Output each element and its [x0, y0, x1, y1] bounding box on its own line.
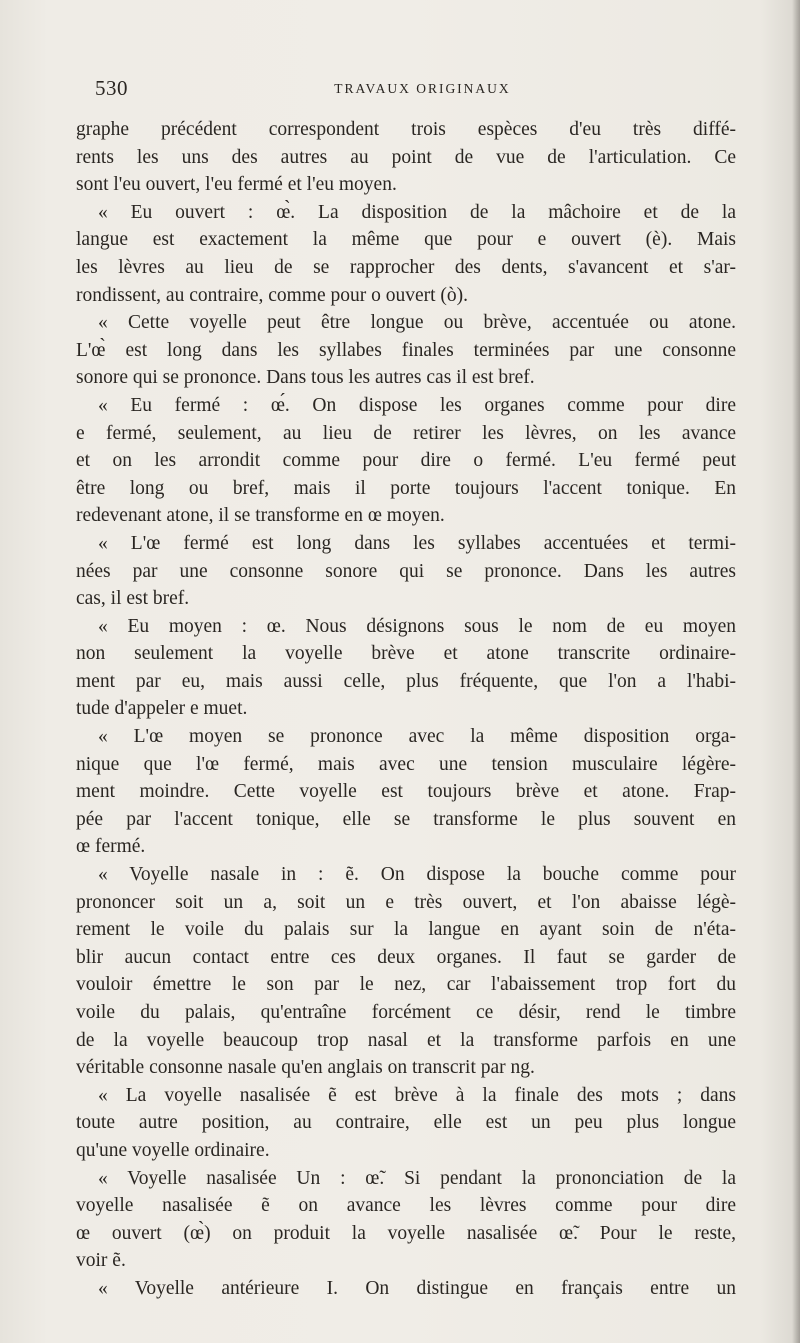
text-line: rondissent, au contraire, comme pour o ouvert (ò). — [76, 284, 469, 306]
text-line: e fermé, seulement, au lieu de retirer les lèvres, on les avance — [76, 422, 736, 444]
text-line: véritable consonne nasale qu'en anglais on transcrit par ng. — [76, 1057, 535, 1079]
text-line: voile du palais, qu'entraîne forcément ce désir, rend le timbre — [76, 1002, 736, 1023]
text-line: « Eu ouvert : œ̀. La disposition de la mâchoire et de la — [98, 201, 736, 223]
text-line: tude d'appeler e muet. — [76, 698, 248, 720]
text-line: voir ẽ. — [76, 1250, 126, 1272]
text-line: pée par l'accent tonique, elle se transforme le plus souvent en — [76, 808, 736, 830]
text-line: « L'œ fermé est long dans les syllabes accentuées et termi- — [98, 532, 736, 554]
text-line: les lèvres au lieu de se rapprocher des dents, s'avancent et s'ar- — [76, 256, 736, 278]
text-line: cas, il est bref. — [76, 588, 190, 610]
text-line: « L'œ moyen se prononce avec la même disposition orga- — [98, 726, 736, 748]
running-head: TRAVAUX ORIGINAUX — [334, 81, 511, 96]
text-line: de la voyelle beaucoup trop nasal et la transforme parfois en une — [76, 1029, 736, 1051]
text-line: sont l'eu ouvert, l'eu fermé et l'eu moyen. — [76, 174, 397, 196]
text-line: sonore qui se prononce. Dans tous les autres cas il est bref. — [76, 367, 535, 389]
text-line: « Eu fermé : œ́. On dispose les organes comme pour dire — [98, 394, 736, 416]
text-line: vouloir émettre le son par le nez, car l'abaissement trop fort du — [76, 974, 736, 996]
text-line: ment moindre. Cette voyelle est toujours brève et atone. Frap- — [76, 781, 736, 803]
text-line: « Eu moyen : œ. Nous désignons sous le nom de eu moyen — [98, 615, 736, 637]
text-line: « Cette voyelle peut être longue ou brève, accentuée ou atone. — [98, 312, 736, 334]
text-line: voyelle nasalisée ẽ on avance les lèvres comme pour dire — [76, 1195, 736, 1217]
text-line: redevenant atone, il se transforme en œ moyen. — [76, 505, 445, 527]
text-line: nées par une consonne sonore qui se prononce. Dans les autres — [76, 560, 736, 582]
text-line: « Voyelle nasalisée Un : œ̃. Si pendant la prononciation de la — [98, 1167, 736, 1189]
text-line: toute autre position, au contraire, elle est un peu plus longue — [76, 1112, 736, 1134]
text-line: « Voyelle nasale in : ẽ. On dispose la bouche comme pour — [98, 864, 736, 886]
text-line: rement le voile du palais sur la langue en ayant soin de n'éta- — [76, 919, 736, 941]
text-line: et on les arrondit comme pour dire o fermé. L'eu fermé peut — [76, 450, 736, 472]
text-line: non seulement la voyelle brève et atone transcrite ordinaire- — [76, 643, 736, 665]
text-line: « La voyelle nasalisée ẽ est brève à la finale des mots ; dans — [98, 1084, 736, 1106]
text-line: langue est exactement la même que pour e ouvert (è). Mais — [76, 229, 736, 251]
page-header — [95, 76, 720, 104]
text-line: être long ou bref, mais il porte toujours l'accent tonique. En — [76, 477, 736, 499]
page-edge-shadow — [792, 0, 800, 1343]
text-line: prononcer soit un a, soit un e très ouvert, et l'on abaisse légè- — [76, 891, 736, 913]
text-line: œ ouvert (œ̀) on produit la voyelle nasalisée œ̃. Pour le reste, — [76, 1222, 736, 1244]
text-line: L'œ̀ est long dans les syllabes finales terminées par une consonne — [76, 339, 736, 361]
text-line: blir aucun contact entre ces deux organes. Il faut se garder de — [76, 946, 736, 968]
text-line: graphe précédent correspondent trois espèces d'eu très diffé- — [76, 119, 736, 140]
page-number: 530 — [95, 76, 128, 100]
text-line: « Voyelle antérieure I. On distingue en français entre un — [98, 1277, 736, 1299]
body-text — [76, 116, 736, 1303]
text-line: ment par eu, mais aussi celle, plus fréquente, que l'on a l'habi- — [76, 670, 736, 692]
text-line: œ fermé. — [76, 836, 146, 858]
text-line: rents les uns des autres au point de vue de l'articulation. Ce — [76, 146, 736, 168]
text-line: nique que l'œ fermé, mais avec une tension musculaire légère- — [76, 753, 736, 775]
text-line: qu'une voyelle ordinaire. — [76, 1139, 270, 1161]
